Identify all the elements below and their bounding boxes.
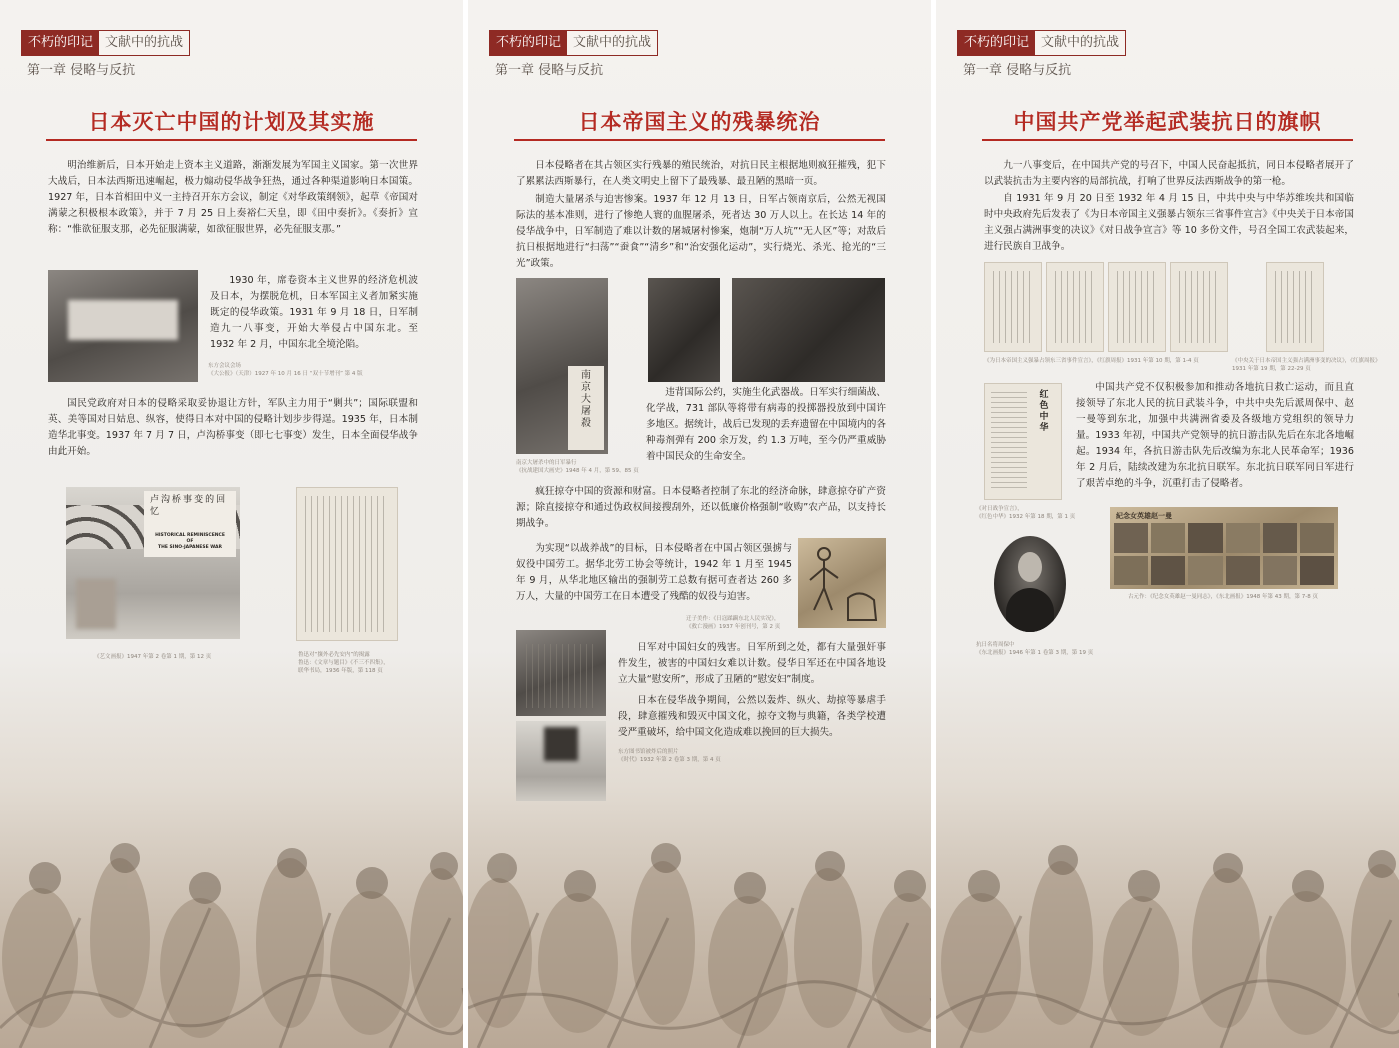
- nanjing-char-3: 大: [581, 394, 591, 405]
- photo-east-conference: [48, 270, 198, 382]
- paragraph-intro: 九一八事变后，在中国共产党的号召下，中国人民奋起抵抗，同日本侵略者展开了以武装抗击为主要内容的局部抗战，打响了世界反法西斯战争的第一枪。: [984, 160, 1354, 187]
- title-underline: [982, 139, 1353, 141]
- paragraph-culture: 日本在侵华战争期间，公然以轰炸、纵火、劫掠等暴虐手段，肆意摧残和毁灭中国文化，掠夺文物与典籍，各类学校遭受严重破坏，给中国文化造成难以挽回的巨大损失。: [618, 695, 886, 738]
- nanjing-massacre-label: [568, 366, 604, 450]
- paragraph-intro: 明治维新后，日本开始走上资本主义道路，渐渐发展为军国主义国家。第一次世界大战后，日本法西斯迅速崛起，极力煽动侵华战争狂热，通过各种渠道影响日本国策。1927 年，日本首相田中义一主持召开东方会议，制定《对华政策纲领》，起草《帝国对满蒙之积极根本政策》，并于 7 月 25 日上奏裕仁天皇，即《田中奏折》。《奏折》宣称：“惟欲征服支那，必先征服满蒙，如欲征服世界，必先征服支那。”: [48, 160, 418, 235]
- photo-massacre-bodies: [732, 278, 885, 382]
- nanjing-char-1: 南: [581, 370, 591, 381]
- portrait-zhou-baozhong: [994, 536, 1066, 632]
- chapter-label: 第一章 侵略与反抗: [495, 63, 604, 78]
- series-tag-subtitle: 文献中的抗战: [105, 35, 184, 50]
- document-declaration-4: [1170, 262, 1228, 352]
- document-declaration-2: [1046, 262, 1104, 352]
- newspaper-masthead: [1033, 390, 1055, 434]
- nanjing-char-2: 京: [581, 382, 591, 393]
- magazine-title-en-3: THE SINO-JAPANESE WAR: [158, 545, 222, 550]
- paragraph-women: 日军对中国妇女的残害。日军所到之处，都有大量强奸事件发生，被害的中国妇女难以计数。侵华日军还在中国各地设立大量“慰安所”，形成了丑陋的“慰安妇”制度。: [618, 642, 886, 685]
- magazine-char-8: 忆: [150, 507, 160, 517]
- magazine-char-2: 沟: [161, 495, 171, 505]
- magazine-char-1: 卢: [150, 495, 160, 505]
- woodcut-title: 紀念女英雄赵一曼: [1116, 512, 1172, 520]
- chapter-label: 第一章 侵略与反抗: [963, 63, 1072, 78]
- caption-library: 东方图书馆被炸后的照片 《时代》1932 年第 2 卷第 3 期，第 4 页: [618, 749, 721, 763]
- series-tag-red: 不朽的印记: [22, 31, 99, 55]
- caption-nanjing: 南京大屠杀中的日军暴行 《抗战建国大画史》1948 年 4 月，第 59、85 页: [516, 460, 639, 474]
- series-tag: [21, 30, 190, 56]
- panel-title: 日本灭亡中国的计划及其实施: [88, 110, 375, 134]
- paragraph-declarations: 自 1931 年 9 月 20 日至 1932 年 4 月 15 日，中共中央与中华苏维埃共和国临时中央政府先后发表了《为日本帝国主义强暴占领东三省事件宣言》《中央关于日本帝国主义强占满洲事变的决议》《对日战争宣言》等 10 多份文件，号召全国工农武装起来，进行民族自卫战争。: [984, 193, 1354, 252]
- caption-east-conference: 东方会议会场 《大公报》（天津）1927 年 10 月 16 日 “双十节增刊” 第 4 版: [208, 363, 363, 377]
- panel-atrocities: [468, 0, 931, 1048]
- caption-zhou-baozhong: 抗日名将周保中 《东北画报》1946 年第 1 卷第 3 期，第 19 页: [976, 642, 1094, 656]
- caption-red-china: 《对日战争宣言》， 《红色中华》1932 年第 18 期，第 1 页: [976, 506, 1076, 520]
- caption-art-magazine: 《艺文画报》1947 年第 2 卷第 1 期，第 12 页: [94, 654, 212, 660]
- caption-declaration: 《为日本帝国主义强暴占领东三省事件宣言》，《红旗周报》1931 年第 10 期，第 1-4 页: [984, 358, 1199, 364]
- masthead-char-3: 中: [1039, 412, 1049, 422]
- paragraph-forced-labor: 为实现“以战养战”的目标，日本侵略者在中国占领区强掳与奴役中国劳工。据华北劳工协会等统计，1942 年 1 月至 1945 年 9 月，从华北地区输出的强制劳工总数有据可查者达 260 多万人，大量的中国劳工在日本遭受了残酷的奴役与迫害。: [516, 543, 792, 602]
- caption-lu-xun: 鲁迅对“攘外必先安内”的揭露 鲁迅：《文章与题目》《不三不四集》， 联华书局，1936 年版，第 118 页: [298, 652, 389, 674]
- cartoon-northeast-people: [798, 538, 886, 628]
- nanjing-char-4: 屠: [581, 406, 591, 417]
- series-tag-subtitle: 文献中的抗战: [573, 35, 652, 50]
- document-resolution: [1266, 262, 1324, 352]
- title-underline: [514, 139, 885, 141]
- caption-resolution: 《中央关于日本帝国主义强占满洲事变的决议》，《红旗周报》1931 年第 19 期，第 22-29 页: [1232, 358, 1381, 372]
- woodcut-zhao-yiman: [1110, 507, 1338, 589]
- masthead-char-1: 红: [1039, 390, 1049, 400]
- paragraph-intro: 日本侵略者在其占领区实行残暴的殖民统治，对抗日民主根据地则疯狂摧残，犯下了累累法西斯暴行，在人类文明史上留下了最残暴、最丑陋的黑暗一页。: [516, 160, 886, 187]
- panel-title: 中国共产党举起武装抗日的旗帜: [1013, 110, 1322, 134]
- document-declaration-1: [984, 262, 1042, 352]
- paragraph-biochemical: 违背国际公约，实施生化武器战。日军实行细菌战、化学战，731 部队等将带有病毒的投掷器投放到中国许多地区。据统计，战后已发现的丢弃遗留在中国境内的各种毒剂弹有 200 余万发，约 1.3 万吨，至今仍严重威胁着中国民众的生命安全。: [646, 387, 886, 462]
- magazine-char-7: 回: [216, 495, 226, 505]
- magazine-char-3: 桥: [172, 495, 182, 505]
- magazine-char-4: 事: [183, 495, 193, 505]
- caption-cartoon: 迁子美作：《日寇蹂躏东北人民实况》， 《救亡漫画》1937 年创刊号，第 2 页: [686, 616, 781, 630]
- panel-ccp-resistance: [936, 0, 1399, 1048]
- panel-japan-plan: [0, 0, 463, 1048]
- series-tag-red: 不朽的印记: [490, 31, 567, 55]
- relief-sculpture-background: [936, 708, 1399, 1048]
- magazine-char-6: 的: [205, 495, 215, 505]
- magazine-title-en-1: HISTORICAL REMINISCENCE: [155, 533, 225, 538]
- relief-sculpture-background: [0, 708, 463, 1048]
- document-lu-xun-article: [296, 487, 398, 641]
- photo-nanjing-collage: [516, 278, 608, 454]
- magazine-title-en-2: OF: [186, 539, 194, 544]
- nanjing-char-5: 殺: [581, 418, 591, 429]
- newspaper-red-china: [984, 383, 1062, 500]
- paragraph-massacres: 制造大量屠杀与迫害惨案。1937 年 12 月 13 日，日军占领南京后，公然无视国际法的基本准则，进行了惨绝人寰的血腥屠杀，死者达 30 万人以上。在长达 14 年的侵华战争中，日军制造了难以计数的屠城屠村惨案，炮制“万人坑”“无人区”等；对敌后抗日根据地进行“扫荡”“蚕食”“清乡”和“治安强化运动”，实行烧光、杀光、抢光的“三光”政策。: [516, 194, 886, 269]
- paragraph-1930: 1930 年，席卷资本主义世界的经济危机波及日本，为摆脱危机，日本军国主义者加紧实施既定的侵华政策。1931 年 9 月 18 日，日军制造九一八事变，开始大举侵占中国东北。至 1932 年 2 月，中国东北全境沦陷。: [210, 275, 418, 350]
- photo-victim: [648, 278, 720, 382]
- paragraph-northeast: 中国共产党不仅积极参加和推动各地抗日救亡运动，而且直接领导了东北人民的抗日武装斗争，中共中央先后派周保中、赵一曼等到东北，加强中共满洲省委及各级地方党组织的领导力量。1933 年初，中国共产党领导的抗日游击队先后在东北各地崛起。1934 年，各抗日游击队先后改编为东北人民革命军；1936 年 2 月后，陆续改建为东北抗日联军。东北抗日联军同日军进行了艰苦卓绝的斗争，沉重打击了侵略者。: [1076, 382, 1354, 489]
- photo-marco-polo-bridge-magazine: [66, 487, 240, 639]
- series-tag-subtitle: 文献中的抗战: [1041, 35, 1120, 50]
- magazine-title-block: [144, 491, 236, 557]
- paragraph-appeasement: 国民党政府对日本的侵略采取妥协退让方针，军队主力用于“剿共”；国际联盟和英、美等国对日姑息、纵容，使得日本对中国的侵略计划步步得逞。1935 年，日本制造华北事变。1937 年 7 月 7 日，卢沟桥事变（即七七事变）发生，日本全面侵华战争由此开始。: [48, 398, 418, 457]
- title-underline: [46, 139, 417, 141]
- magazine-char-5: 变: [194, 495, 204, 505]
- series-tag-red: 不朽的印记: [958, 31, 1035, 55]
- series-tag: [489, 30, 658, 56]
- masthead-char-2: 色: [1039, 401, 1049, 411]
- chapter-label: 第一章 侵略与反抗: [27, 63, 136, 78]
- series-tag: [957, 30, 1126, 56]
- masthead-char-4: 华: [1039, 423, 1049, 433]
- document-declaration-3: [1108, 262, 1166, 352]
- panel-title: 日本帝国主义的残暴统治: [578, 110, 821, 134]
- photo-library-fire: [516, 721, 606, 801]
- caption-woodcut: 古元作：《纪念女英雄赵一曼同志》，《东北画报》1948 年第 43 期，第 7-8 页: [1128, 594, 1318, 600]
- paragraph-plunder: 疯狂掠夺中国的资源和财富。日本侵略者控制了东北的经济命脉，肆意掠夺矿产资源；除直接掠夺和通过伪政权间接搜刮外，还以低廉价格强制“收购”农产品，以支持长期战争。: [516, 486, 886, 529]
- photo-library-building: [516, 630, 606, 716]
